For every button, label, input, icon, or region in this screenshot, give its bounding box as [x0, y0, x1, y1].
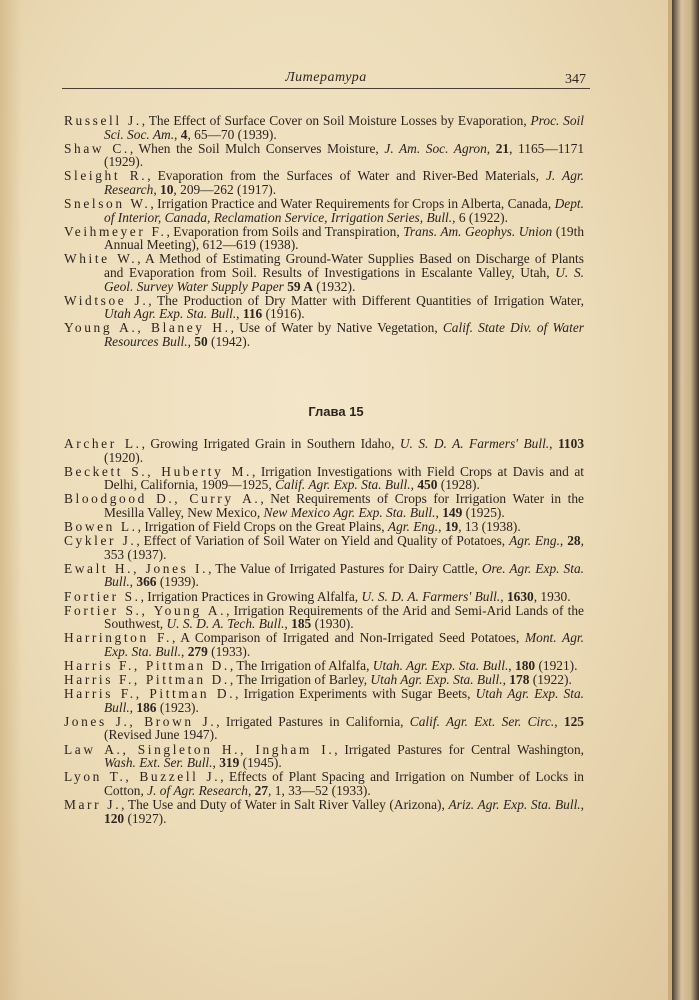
reference-title: , The Value of Irrigated Pastures for Dairy Cattle,	[208, 560, 482, 576]
reference-source: Utah Agr. Exp. Sta. Bull.	[104, 306, 237, 322]
reference-separator: ,	[247, 782, 255, 798]
reference-separator: ,	[508, 658, 515, 673]
reference-entry	[64, 225, 584, 252]
reference-volume: 279	[187, 643, 208, 659]
reference-source: Calif. Agr. Ext. Ser. Circ.	[409, 713, 555, 729]
reference-title: , When the Soil Mulch Conserves Moisture,	[129, 140, 385, 156]
reference-separator: ,	[236, 306, 243, 322]
reference-tail: (1942).	[207, 334, 251, 349]
reference-separator: ,	[500, 588, 507, 604]
reference-volume: 366	[136, 574, 157, 590]
reference-author: Marr J.	[64, 796, 122, 812]
reference-source: Calif. Agr. Exp. Sta. Bull.	[275, 477, 411, 493]
reference-volume: 180	[515, 658, 536, 673]
reference-entry	[64, 465, 584, 492]
reference-source: J. of Agr. Research	[147, 782, 248, 798]
reference-tail: (Revised June 1947).	[104, 727, 218, 743]
reference-author: Fortier S.	[64, 588, 141, 604]
reference-separator: ,	[212, 755, 220, 771]
reference-source: New Mexico Agr. Exp. Sta. Bull.	[263, 504, 436, 520]
reference-entry	[64, 197, 584, 224]
reference-entry	[64, 604, 584, 631]
reference-author: Lyon T., Buzzell J.	[64, 769, 221, 785]
reference-title: , Irrigation of Field Crops on the Great Plains,	[137, 519, 388, 535]
reference-title: , Irrigated Pastures for Central Washington,	[334, 741, 584, 757]
reference-source: Utah. Agr. Exp. Sta. Bull.	[372, 658, 509, 673]
reference-tail: (1916).	[262, 306, 305, 322]
reference-entry	[64, 520, 584, 534]
reference-separator: ,	[174, 126, 181, 142]
reference-tail: , 353 (1937).	[104, 533, 584, 562]
reference-source: U. S. D. A. Farmers' Bull.	[361, 588, 501, 604]
reference-entry	[64, 687, 584, 714]
reference-author: Bloodgood D., Curry A.	[64, 491, 261, 507]
reference-volume: 186	[136, 699, 157, 715]
reference-separator: ,	[187, 334, 195, 349]
reference-volume: 319	[219, 755, 240, 771]
reference-tail: , 1930.	[533, 588, 571, 604]
reference-entry	[64, 492, 584, 519]
reference-tail: (1922).	[529, 672, 572, 688]
reference-author: Law A., Singleton H., Ingham I.	[64, 741, 335, 757]
reference-tail: (1925).	[462, 504, 505, 520]
reference-source: Calif. State Div. of Water Resources Bull.	[104, 320, 584, 349]
reference-tail: (1920).	[104, 449, 144, 465]
reference-source: Agr. Eng.	[387, 519, 439, 535]
reference-tail: (1921).	[535, 658, 578, 673]
reference-source: U. S. D. A. Tech. Bull.	[166, 616, 285, 632]
reference-title: , Evaporation from Soils and Transpiration,	[166, 223, 404, 239]
reference-author: Jones J., Brown J.	[64, 713, 217, 729]
page-gutter-shadow	[0, 0, 22, 1000]
reference-source: U. S. D. A. Farmers' Bull.	[399, 436, 550, 451]
reference-volume: 4	[180, 126, 188, 142]
reference-separator: ,	[452, 209, 459, 225]
reference-source: Trans. Am. Geophys. Union	[403, 223, 553, 239]
reference-tail: (1945).	[239, 755, 282, 771]
reference-title: , The Irrigation of Alfalfa,	[229, 658, 373, 673]
reference-title: , The Use and Duty of Water in Salt River Valley (Arizona),	[121, 796, 449, 812]
reference-volume: 149	[442, 504, 463, 520]
page-header	[62, 66, 590, 89]
reference-author: Veihmeyer F.	[64, 223, 167, 239]
reference-title: , Evaporation from the Surfaces of Water and River-Bed Materials,	[147, 168, 546, 184]
reference-entry	[64, 673, 584, 687]
reference-author: Bowen L.	[64, 519, 138, 535]
reference-entry	[64, 252, 584, 293]
reference-tail: (1939).	[156, 574, 199, 590]
reference-entry	[64, 169, 584, 196]
reference-volume: 28	[567, 533, 581, 549]
reference-source: Ore. Agr. Exp. Sta. Bull.	[104, 560, 584, 590]
reference-title: , Use of Water by Native Vegetation,	[230, 320, 443, 336]
reference-tail: , 1, 33—52 (1933).	[268, 782, 371, 798]
reference-entry	[64, 631, 584, 658]
reference-source: Mont. Agr. Exp. Sta. Bull.	[104, 630, 584, 659]
reference-volume: 1103	[557, 436, 585, 451]
reference-entry	[64, 770, 584, 797]
reference-title: , Growing Irrigated Grain in Southern Idaho,	[141, 436, 400, 451]
reference-list-bottom	[64, 437, 584, 826]
reference-author: Young A., Blaney H.	[64, 320, 231, 336]
reference-tail: (1928).	[437, 477, 480, 493]
reference-author: Shaw C.	[64, 140, 130, 156]
reference-author: Beckett S., Huberty M.	[64, 463, 252, 479]
reference-entry	[64, 715, 584, 742]
reference-separator: ,	[486, 140, 496, 156]
reference-volume: 178	[509, 672, 530, 688]
reference-volume: 450	[417, 477, 438, 493]
reference-entry	[64, 294, 584, 321]
reference-source: U. S. Geol. Survey Water Supply Paper	[104, 265, 584, 294]
reference-separator: ,	[559, 533, 568, 549]
reference-entry	[64, 659, 584, 673]
reference-source: Wash. Ext. Ser. Bull.	[104, 755, 213, 771]
reference-title: , Irrigation Practice and Water Requirements for Crops in Alberta, Canada,	[150, 196, 555, 212]
reference-title: , A Method of Estimating Ground-Water Supplies Based on Discharge of Plants and Evaporation from Soil. Results of Investigations in Escalante Valley, Utah,	[104, 251, 584, 281]
reference-author: Sleight R.	[64, 168, 148, 184]
reference-tail: , 65—70 (1939).	[187, 126, 277, 142]
reference-volume: 27	[254, 782, 269, 798]
reference-volume: 19	[444, 519, 459, 535]
book-edge	[672, 0, 699, 1000]
reference-volume: 50	[194, 334, 208, 349]
reference-volume: 21	[495, 140, 510, 156]
reference-source: Utah Agr. Exp. Sta. Bull.	[370, 672, 503, 688]
reference-list-top	[64, 114, 584, 349]
reference-entry	[64, 114, 584, 141]
reference-tail: , 209—262 (1917).	[173, 181, 277, 197]
reference-separator: ,	[435, 504, 443, 520]
reference-author: White W.	[64, 251, 138, 267]
reference-title: , Irrigation Experiments with Sugar Beets,	[235, 686, 476, 702]
reference-separator: ,	[180, 643, 188, 659]
reference-separator: ,	[554, 713, 564, 729]
reference-entry	[64, 321, 584, 348]
reference-title: , The Irrigation of Barley,	[229, 672, 371, 688]
reference-title: , Irrigated Pastures in California,	[216, 713, 410, 729]
running-title: Литература	[285, 70, 367, 85]
reference-separator: ,	[129, 699, 137, 715]
reference-entry	[64, 534, 584, 561]
reference-source: J. Am. Soc. Agron	[384, 140, 487, 156]
reference-separator: ,	[549, 436, 558, 451]
reference-tail: (1923).	[156, 699, 199, 715]
reference-tail: (1933).	[207, 643, 251, 659]
reference-separator: ,	[284, 616, 292, 632]
reference-entry	[64, 437, 584, 464]
reference-volume: 116	[242, 306, 263, 322]
reference-title: , Irrigation Requirements of the Arid and Semi-Arid Lands of the Southwest,	[104, 602, 584, 632]
reference-title: , The Effect of Surface Cover on Soil Moisture Losses by Evaporation,	[141, 113, 531, 128]
reference-title: , The Production of Dry Matter with Different Quantities of Irrigation Water,	[148, 292, 584, 308]
reference-tail: (1932).	[312, 278, 356, 294]
reference-author: Harris F., Pittman D.	[64, 672, 230, 688]
reference-author: Ewalt H., Jones I.	[64, 560, 209, 576]
reference-entry	[64, 743, 584, 770]
reference-source: Ariz. Agr. Exp. Sta. Bull.	[448, 796, 581, 812]
reference-volume: 120	[104, 810, 125, 826]
reference-tail: (1930).	[311, 616, 354, 632]
reference-source: Proc. Soil Sci. Soc. Am.	[104, 113, 584, 142]
reference-tail: , 13 (1938).	[458, 519, 521, 535]
reference-separator: ,	[410, 477, 418, 493]
reference-entry	[64, 798, 584, 825]
reference-title: , Irrigation Practices in Growing Alfalfa,	[140, 588, 362, 604]
reference-author: Harris F., Pittman D.	[64, 686, 236, 702]
reference-author: Archer L.	[64, 436, 142, 451]
reference-entry	[64, 562, 584, 589]
reference-separator: ,	[438, 519, 445, 535]
reference-separator: ,	[502, 672, 510, 688]
reference-author: Cykler J.	[64, 533, 137, 549]
reference-title: , Net Requirements of Crops for Irrigation Water in the Mesilla Valley, New Mexico,	[104, 491, 584, 520]
reference-author: Russell J.	[64, 113, 142, 128]
reference-author: Fortier S., Young A.	[64, 602, 227, 618]
reference-volume: 125	[563, 713, 584, 729]
reference-author: Snelson W.	[64, 196, 151, 212]
reference-title: , Irrigation Investigations with Field Crops at Davis and at Delhi, California, 1909—1925,	[104, 463, 584, 493]
reference-author: Widtsoe J.	[64, 292, 149, 308]
reference-author: Harrington F.	[64, 630, 172, 646]
reference-tail: 6 (1922).	[458, 209, 508, 225]
reference-entry	[64, 590, 584, 604]
reference-volume: 10	[160, 181, 174, 197]
reference-tail: , 1165—1171 (1929).	[104, 140, 585, 170]
reference-tail: (19th Annual Meeting), 612—619 (1938).	[104, 223, 585, 253]
reference-separator: ,	[580, 796, 585, 812]
chapter-heading: Глава 15	[308, 404, 364, 419]
reference-author: Harris F., Pittman D.	[64, 658, 230, 673]
reference-title: , Effects of Plant Spacing and Irrigation on Number of Locks in Cotton,	[104, 769, 584, 798]
reference-source: Agr. Eng.	[509, 533, 560, 549]
reference-title: , Effect of Variation of Soil Water on Yield and Quality of Potatoes,	[136, 533, 510, 549]
reference-source: Dept. of Interior, Canada, Reclamation Service, Irrigation Series, Bull.	[104, 196, 584, 225]
reference-source: Utah Agr. Exp. Sta. Bull.	[104, 686, 585, 715]
reference-title: , A Comparison of Irrigated and Non-Irrigated Seed Potatoes,	[171, 630, 525, 646]
page-number: 347	[565, 72, 586, 87]
reference-volume: 1630	[506, 588, 534, 604]
reference-source: J. Agr. Research	[104, 168, 584, 197]
reference-volume: 59 A	[287, 278, 313, 294]
reference-separator: ,	[153, 181, 161, 197]
reference-tail: (1927).	[124, 810, 167, 826]
reference-separator: ,	[129, 574, 137, 590]
reference-entry	[64, 142, 584, 169]
reference-volume: 185	[291, 616, 312, 632]
